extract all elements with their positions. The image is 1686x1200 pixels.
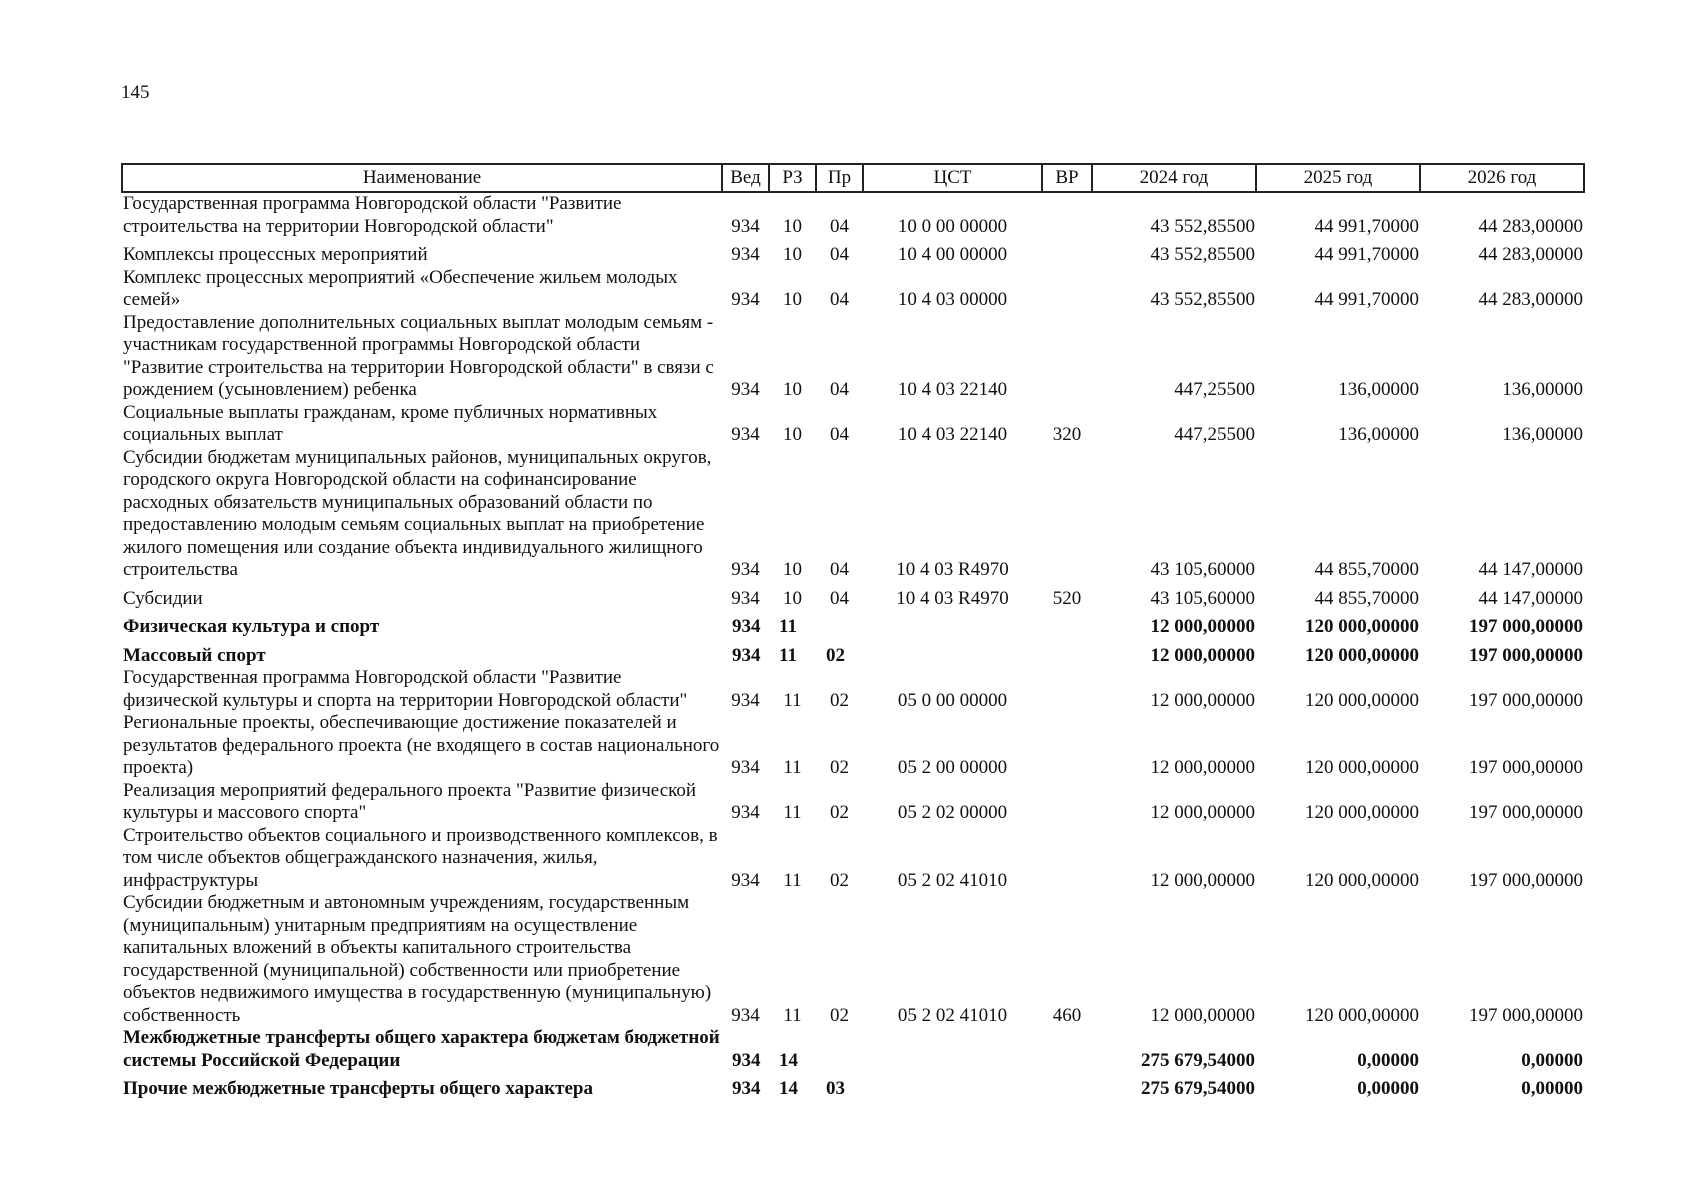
row-rz: 14 (779, 1049, 798, 1071)
row-pr: 04 (830, 424, 849, 445)
row-2026: 0,00000 (1521, 1049, 1583, 1071)
row-rz: 14 (779, 1078, 798, 1099)
row-rz: 10 (783, 289, 802, 310)
row-vr (1042, 312, 1092, 402)
row-ved: 934 (732, 616, 761, 637)
row-cst (863, 610, 1042, 639)
row-ved: 934 (731, 1004, 760, 1026)
table-row (122, 267, 1584, 312)
row-ved: 934 (731, 869, 760, 891)
row-2026: 197 000,00000 (1469, 1004, 1583, 1026)
row-vr: 520 (1052, 587, 1082, 609)
row-2025: 120 000,00000 (1305, 802, 1419, 823)
row-2024: 12 000,00000 (1150, 802, 1255, 823)
row-ved: 934 (731, 559, 760, 580)
row-2025: 120 000,00000 (1305, 616, 1419, 637)
row-ved: 934 (731, 689, 760, 711)
row-pr: 04 (830, 587, 849, 609)
row-2026: 197 000,00000 (1469, 869, 1583, 891)
header-2024: 2024 год (1092, 164, 1256, 192)
row-ved: 934 (731, 424, 760, 445)
row-2024: 275 679,54000 (1141, 1049, 1255, 1071)
row-pr: 02 (826, 644, 845, 666)
header-rz: РЗ (769, 164, 816, 192)
row-pr: 04 (830, 244, 849, 265)
table-row (122, 582, 1584, 611)
table-row (122, 1027, 1584, 1072)
row-2026: 0,00000 (1521, 1078, 1583, 1099)
row-pr: 02 (830, 1004, 849, 1026)
row-2025: 0,00000 (1357, 1049, 1419, 1071)
table-row (122, 1072, 1584, 1101)
row-name: Физическая культура и спорт (123, 616, 380, 637)
row-vr (1042, 238, 1092, 267)
table-row (122, 667, 1584, 712)
table-row (122, 402, 1584, 447)
row-ved: 934 (731, 379, 760, 400)
table-row (122, 780, 1584, 825)
row-rz: 10 (783, 379, 802, 400)
row-rz: 10 (783, 587, 802, 609)
row-cst: 10 0 00 00000 (897, 215, 1008, 237)
table-row (122, 610, 1584, 639)
row-pr (816, 1027, 863, 1072)
row-rz: 11 (779, 644, 797, 666)
row-vr (1042, 447, 1092, 582)
row-2024: 447,25500 (1174, 424, 1255, 445)
table-row (122, 825, 1584, 893)
header-2025: 2025 год (1256, 164, 1420, 192)
row-pr: 02 (830, 869, 849, 891)
row-vr (1042, 610, 1092, 639)
row-2026: 197 000,00000 (1469, 644, 1583, 666)
row-cst: 10 4 03 R4970 (896, 587, 1009, 609)
row-ved: 934 (732, 1078, 761, 1099)
table-row (122, 639, 1584, 668)
row-cst: 10 4 03 22140 (897, 379, 1008, 400)
row-rz: 11 (783, 689, 802, 711)
row-rz: 11 (783, 869, 802, 891)
row-2026: 197 000,00000 (1469, 802, 1583, 823)
row-2025: 44 855,70000 (1314, 587, 1419, 609)
header-pr: Пр (816, 164, 863, 192)
row-ved: 934 (731, 802, 760, 823)
row-name: Субсидии (123, 587, 203, 609)
row-vr (1042, 267, 1092, 312)
row-2024: 43 105,60000 (1150, 587, 1255, 609)
row-vr (1042, 1072, 1092, 1101)
row-pr: 04 (830, 559, 849, 580)
row-2026: 44 283,00000 (1478, 289, 1583, 310)
row-cst: 05 2 00 00000 (897, 757, 1008, 778)
row-rz: 11 (783, 1004, 802, 1026)
row-vr (1042, 667, 1092, 712)
row-2026: 44 147,00000 (1478, 559, 1583, 580)
row-2024: 43 552,85500 (1150, 289, 1255, 310)
row-2026: 44 283,00000 (1478, 215, 1583, 237)
table-row (122, 892, 1584, 1027)
row-2025: 44 855,70000 (1314, 559, 1419, 580)
row-rz: 11 (783, 802, 802, 823)
row-2024: 12 000,00000 (1150, 757, 1255, 778)
row-2025: 120 000,00000 (1305, 1004, 1419, 1026)
row-vr (1042, 825, 1092, 893)
row-pr: 02 (830, 757, 849, 778)
row-cst: 05 0 00 00000 (897, 689, 1008, 711)
row-2024: 43 552,85500 (1150, 244, 1255, 265)
row-name: Строительство объектов социального и производственного комплексов, в том числе объектов общегражданского назначения, жилья, инфраструктуры (123, 824, 718, 891)
row-pr: 04 (830, 215, 849, 237)
row-name: Межбюджетные трансферты общего характера бюджетам бюджетной системы Российской Федерации (123, 1027, 720, 1071)
row-2024: 275 679,54000 (1141, 1078, 1255, 1099)
row-name: Региональные проекты, обеспечивающие достижение показателей и результатов федерального проекта (не входящего в состав национального проекта) (123, 712, 720, 778)
header-name: Наименование (122, 164, 722, 192)
row-name: Субсидии бюджетным и автономным учреждениям, государственным (муниципальным) унитарным предприятиям на осуществление капитальных вложений в объекты капитального строительства государственной (муниципальной) собственности или приобретение объектов недвижимого имущества в государственную (муниципальную) собственность (123, 892, 712, 1026)
row-rz: 10 (783, 244, 802, 265)
header-cst: ЦСТ (863, 164, 1042, 192)
row-2024: 12 000,00000 (1150, 644, 1255, 666)
row-ved: 934 (731, 215, 760, 237)
row-2026: 44 283,00000 (1478, 244, 1583, 265)
row-2026: 197 000,00000 (1469, 616, 1583, 637)
row-name: Субсидии бюджетам муниципальных районов, муниципальных округов, городского округа Новгородской области на софинансирование расходных обязательств муниципальных образований области по предоставлению молодым семьям социальных выплат на приобретение жилого помещения или создание объекта индивидуального жилищного строительства (123, 446, 712, 580)
row-rz: 10 (783, 215, 802, 237)
table-row (122, 192, 1584, 238)
row-2025: 120 000,00000 (1305, 869, 1419, 891)
row-vr: 320 (1052, 424, 1082, 445)
header-vr: ВР (1042, 164, 1092, 192)
row-2024: 43 552,85500 (1150, 215, 1255, 237)
row-2025: 44 991,70000 (1314, 244, 1419, 265)
table-row (122, 312, 1584, 402)
table-row (122, 238, 1584, 267)
row-2024: 43 105,60000 (1150, 559, 1255, 580)
row-cst (863, 639, 1042, 668)
row-name: Предоставление дополнительных социальных выплат молодым семьям - участникам государственной программы Новгородской области "Развитие строительства на территории Новгородской области" в связи с рождением (усыновлением) ребенка (123, 311, 714, 400)
row-ved: 934 (732, 1049, 761, 1071)
row-2024: 12 000,00000 (1150, 1004, 1255, 1026)
row-cst: 05 2 02 00000 (897, 802, 1008, 823)
row-ved: 934 (732, 644, 761, 666)
row-2024: 12 000,00000 (1150, 689, 1255, 711)
row-name: Государственная программа Новгородской области "Развитие физической культуры и спорта на территории Новгородской области" (123, 667, 688, 711)
row-cst (863, 1072, 1042, 1101)
table-row (122, 447, 1584, 582)
row-vr (1042, 1027, 1092, 1072)
row-2025: 120 000,00000 (1305, 757, 1419, 778)
header-ved: Вед (722, 164, 769, 192)
row-cst: 05 2 02 41010 (897, 1004, 1008, 1026)
row-ved: 934 (731, 757, 760, 778)
row-pr: 02 (830, 689, 849, 711)
row-name: Социальные выплаты гражданам, кроме публичных нормативных социальных выплат (123, 401, 658, 445)
row-2026: 197 000,00000 (1469, 757, 1583, 778)
row-pr: 03 (826, 1078, 845, 1099)
table-header-row (122, 164, 1584, 192)
row-2025: 120 000,00000 (1305, 644, 1419, 666)
row-2025: 120 000,00000 (1305, 689, 1419, 711)
row-ved: 934 (731, 244, 760, 265)
row-2025: 136,00000 (1338, 424, 1419, 445)
row-cst: 10 4 03 R4970 (896, 559, 1009, 580)
row-name: Массовый спорт (123, 644, 266, 666)
row-vr: 460 (1052, 1004, 1082, 1026)
row-ved: 934 (731, 587, 760, 609)
row-rz: 10 (783, 559, 802, 580)
table-row (122, 712, 1584, 780)
row-rz: 10 (783, 424, 802, 445)
row-name: Прочие межбюджетные трансферты общего характера (123, 1078, 593, 1099)
row-pr: 02 (830, 802, 849, 823)
row-cst: 05 2 02 41010 (897, 869, 1008, 891)
row-2026: 197 000,00000 (1469, 689, 1583, 711)
row-2026: 136,00000 (1502, 424, 1583, 445)
row-cst (863, 1027, 1042, 1072)
row-cst: 10 4 03 22140 (897, 424, 1008, 445)
row-2025: 0,00000 (1357, 1078, 1419, 1099)
row-2024: 12 000,00000 (1150, 616, 1255, 637)
row-vr (1042, 192, 1092, 238)
row-pr: 04 (830, 379, 849, 400)
row-cst: 10 4 00 00000 (897, 244, 1008, 265)
row-2024: 447,25500 (1174, 379, 1255, 400)
row-vr (1042, 712, 1092, 780)
row-2025: 44 991,70000 (1314, 215, 1419, 237)
row-name: Государственная программа Новгородской области "Развитие строительства на территории Новгородской области" (123, 193, 622, 237)
row-vr (1042, 639, 1092, 668)
row-cst: 10 4 03 00000 (897, 289, 1008, 310)
header-2026: 2026 год (1420, 164, 1584, 192)
row-2025: 44 991,70000 (1314, 289, 1419, 310)
row-vr (1042, 780, 1092, 825)
page-number: 145 (121, 82, 150, 103)
row-2026: 136,00000 (1502, 379, 1583, 400)
row-rz: 11 (783, 757, 802, 778)
row-pr (816, 610, 863, 639)
row-name: Комплексы процессных мероприятий (123, 244, 428, 265)
row-2026: 44 147,00000 (1478, 587, 1583, 609)
budget-table (121, 163, 1585, 1101)
row-rz: 11 (779, 616, 797, 637)
row-name: Реализация мероприятий федерального проекта "Развитие физической культуры и массового спорта" (123, 779, 697, 823)
row-pr: 04 (830, 289, 849, 310)
row-name: Комплекс процессных мероприятий «Обеспечение жильем молодых семей» (123, 266, 678, 310)
row-ved: 934 (731, 289, 760, 310)
row-2024: 12 000,00000 (1150, 869, 1255, 891)
row-2025: 136,00000 (1338, 379, 1419, 400)
